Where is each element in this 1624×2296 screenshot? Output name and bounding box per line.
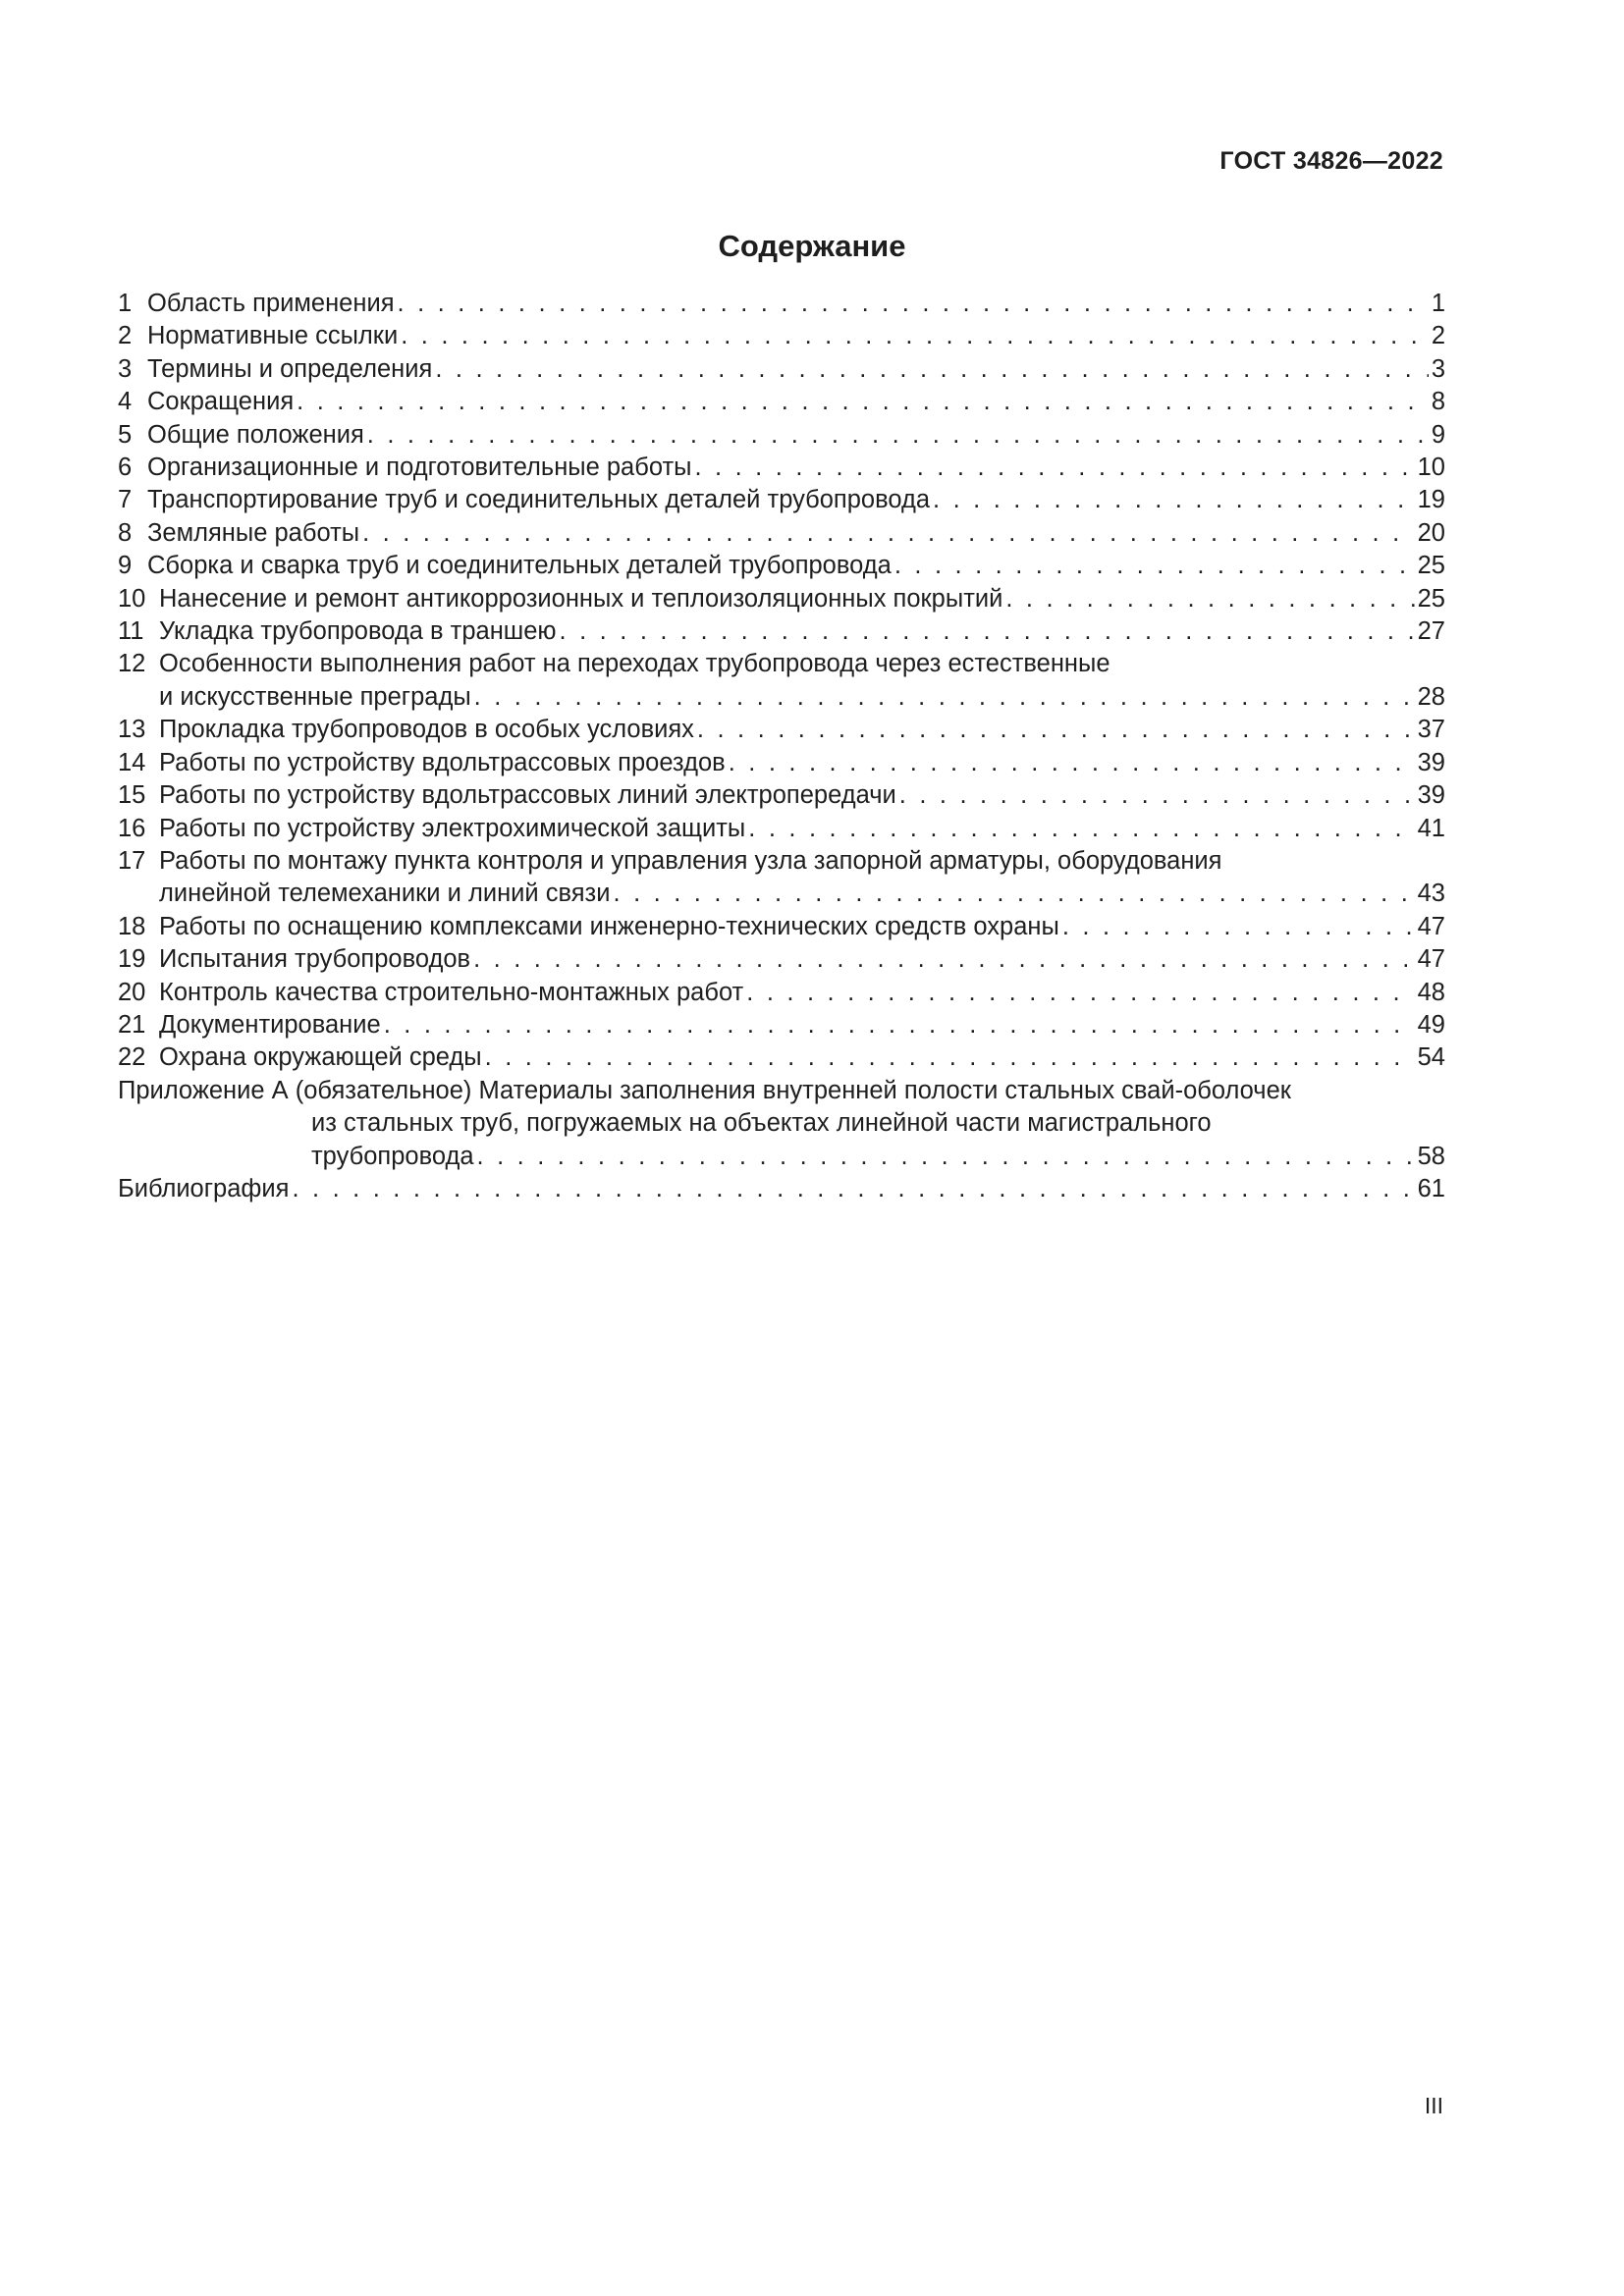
toc-entry[interactable]	[118, 845, 1445, 878]
toc-entry-continuation[interactable]	[118, 878, 1445, 910]
toc-entry-page: 48	[1417, 978, 1445, 1006]
toc-appendix-title: Приложение А (обязательное) Материалы заполнения внутренней полости стальных свай-оболочек	[118, 1076, 1291, 1104]
toc-entry-title: Транспортирование труб и соединительных деталей трубопровода	[147, 486, 931, 514]
toc-entry-title: Работы по устройству вдольтрассовых проездов	[159, 748, 726, 776]
toc-entry[interactable]	[118, 419, 1445, 452]
toc-entry-number: 15	[118, 781, 146, 810]
toc-entry-page: 54	[1417, 1043, 1445, 1072]
page-title: Содержание	[718, 229, 906, 263]
toc-entry[interactable]	[118, 484, 1445, 516]
toc-entry-page: 39	[1417, 748, 1445, 776]
toc-entry[interactable]	[118, 1041, 1445, 1074]
toc-entry-title: Работы по устройству вдольтрассовых линий электропередачи	[159, 781, 896, 810]
toc-entry-number: 1	[118, 290, 133, 317]
toc-entry[interactable]	[118, 977, 1445, 1009]
toc-entry-page: 3	[1431, 354, 1445, 383]
toc-entry-page: 43	[1417, 880, 1445, 908]
toc-entry-page: 39	[1417, 781, 1445, 810]
toc-entry-page: 25	[1417, 584, 1445, 613]
toc-leader-dots	[614, 878, 1415, 910]
toc-entry[interactable]	[118, 353, 1445, 386]
toc-entry-number: 8	[118, 518, 133, 547]
toc-entry[interactable]	[118, 386, 1445, 418]
toc-leader-dots	[485, 1041, 1415, 1074]
toc-appendix-title: из стальных труб, погружаемых на объектах линейной части магистрального	[311, 1109, 1212, 1138]
toc-entry[interactable]	[118, 648, 1445, 680]
toc-entry-number: 10	[118, 584, 146, 613]
toc-entry-title: Испытания трубопроводов	[159, 945, 471, 974]
toc-leader-dots	[401, 320, 1429, 352]
toc-entry-title: Нормативные ссылки	[147, 322, 399, 350]
toc-entry-page: 47	[1417, 912, 1445, 940]
toc-entry-number: 20	[118, 978, 146, 1006]
toc-appendix-continuation	[118, 1107, 1445, 1140]
toc-leader-dots	[933, 484, 1415, 516]
toc-leader-dots	[694, 452, 1414, 484]
toc-entry-page: 25	[1417, 552, 1445, 580]
toc-entry[interactable]	[118, 452, 1445, 484]
toc-entry-page: 58	[1417, 1142, 1445, 1170]
toc-leader-dots	[384, 1009, 1415, 1041]
toc-entry[interactable]	[118, 517, 1445, 550]
toc-entry-page: 10	[1417, 454, 1445, 482]
toc-leader-dots	[1005, 583, 1414, 615]
toc-entry-page: 8	[1431, 388, 1445, 416]
toc-entry-title: Сокращения	[147, 388, 295, 416]
toc-entry[interactable]	[118, 747, 1445, 779]
toc-entry-title: Работы по оснащению комплексами инженерно-технических средств охраны	[159, 912, 1059, 940]
toc-entry-title: Нанесение и ремонт антикоррозионных и теплоизоляционных покрытий	[159, 584, 1003, 613]
toc-entry-number: 13	[118, 716, 146, 744]
toc-entry-page: 2	[1431, 322, 1445, 350]
toc-entry-title: и искусственные преграды	[159, 682, 471, 711]
toc-leader-dots	[367, 419, 1429, 452]
toc-leader-dots	[899, 779, 1415, 812]
toc-entry-number: 17	[118, 846, 146, 875]
toc-leader-dots	[477, 1141, 1415, 1173]
toc-entry[interactable]	[118, 813, 1445, 845]
toc-entry-title: Особенности выполнения работ на переходах трубопровода через естественные	[159, 650, 1110, 678]
toc-entry-page: 27	[1417, 617, 1445, 646]
toc-bibliography-entry[interactable]	[118, 1173, 1445, 1205]
toc-entry-title: Охрана окружающей среды	[159, 1043, 482, 1072]
document-code: ГОСТ 34826—2022	[1219, 147, 1443, 175]
toc-entry-page: 49	[1417, 1010, 1445, 1039]
toc-entry-page: 28	[1417, 682, 1445, 711]
toc-entry-number: 19	[118, 945, 146, 974]
toc-entry-title: линейной телемеханики и линий связи	[159, 880, 611, 908]
toc-entry-page: 41	[1417, 814, 1445, 842]
toc-appendix-entry[interactable]	[118, 1075, 1445, 1107]
toc-entry-page: 37	[1417, 716, 1445, 744]
toc-entry-number: 4	[118, 388, 133, 416]
toc-entry[interactable]	[118, 615, 1445, 648]
toc-leader-dots	[292, 1173, 1414, 1205]
toc-entry-number: 3	[118, 354, 133, 383]
toc-entry-title: Работы по монтажу пункта контроля и управления узла запорной арматуры, оборудования	[159, 846, 1222, 875]
toc-entry-title: Область применения	[147, 290, 395, 317]
toc-leader-dots	[435, 353, 1429, 386]
toc-entry-page: 19	[1417, 486, 1445, 514]
toc-entry-number: 2	[118, 322, 133, 350]
toc-entry[interactable]	[118, 583, 1445, 615]
toc-entry[interactable]	[118, 1009, 1445, 1041]
toc-leader-dots	[560, 615, 1415, 648]
toc-entry[interactable]	[118, 714, 1445, 746]
toc-entry-number: 11	[118, 617, 144, 646]
toc-entry-number: 5	[118, 420, 133, 449]
toc-appendix-title: трубопровода	[311, 1142, 474, 1170]
toc-entry-page: 61	[1417, 1174, 1445, 1202]
toc-entry-title: Сборка и сварка труб и соединительных деталей трубопровода	[147, 552, 892, 580]
toc-entry-title: Прокладка трубопроводов в особых условиях	[159, 716, 694, 744]
toc-leader-dots	[297, 386, 1429, 418]
toc-entry-title: Организационные и подготовительные работы	[147, 454, 692, 482]
toc-entry-title: Документирование	[159, 1010, 381, 1039]
page-number: III	[1424, 2093, 1443, 2118]
toc-entry-title: Земляные работы	[147, 518, 360, 547]
toc-entry-number: 21	[118, 1010, 146, 1039]
toc-entry-title: Общие положения	[147, 420, 364, 449]
toc-entry-page: 1	[1431, 290, 1445, 317]
toc-entry-number: 6	[118, 454, 133, 482]
toc-leader-dots	[473, 943, 1415, 976]
toc-leader-dots	[746, 977, 1414, 1009]
toc-entry-title: Библиография	[118, 1174, 290, 1202]
toc-entry-number: 7	[118, 486, 133, 514]
toc-leader-dots	[362, 517, 1415, 550]
toc-appendix-continuation[interactable]	[118, 1141, 1445, 1173]
toc-entry-title: Термины и определения	[147, 354, 433, 383]
toc-leader-dots	[398, 288, 1429, 320]
toc-entry[interactable]	[118, 911, 1445, 943]
toc-entry-page: 9	[1431, 420, 1445, 449]
toc-leader-dots	[1062, 911, 1415, 943]
table-of-contents	[118, 288, 1445, 1205]
toc-entry-number: 16	[118, 814, 146, 842]
toc-entry-number: 18	[118, 912, 146, 940]
toc-leader-dots	[474, 681, 1415, 714]
toc-leader-dots	[894, 550, 1415, 582]
toc-leader-dots	[697, 714, 1415, 746]
toc-entry[interactable]	[118, 943, 1445, 976]
toc-entry-page: 20	[1417, 518, 1445, 547]
toc-entry[interactable]	[118, 779, 1445, 812]
toc-entry-title: Работы по устройству электрохимической защиты	[159, 814, 746, 842]
toc-entry-continuation[interactable]	[118, 681, 1445, 714]
toc-entry-number: 14	[118, 748, 146, 776]
toc-entry[interactable]	[118, 550, 1445, 582]
toc-entry[interactable]	[118, 288, 1445, 320]
toc-leader-dots	[748, 813, 1414, 845]
toc-entry-page: 47	[1417, 945, 1445, 974]
toc-entry[interactable]	[118, 320, 1445, 352]
toc-entry-title: Контроль качества строительно-монтажных работ	[159, 978, 744, 1006]
toc-entry-title: Укладка трубопровода в траншею	[159, 617, 557, 646]
toc-entry-number: 12	[118, 650, 146, 678]
toc-leader-dots	[729, 747, 1415, 779]
toc-entry-number: 22	[118, 1043, 146, 1072]
toc-entry-number: 9	[118, 552, 133, 580]
